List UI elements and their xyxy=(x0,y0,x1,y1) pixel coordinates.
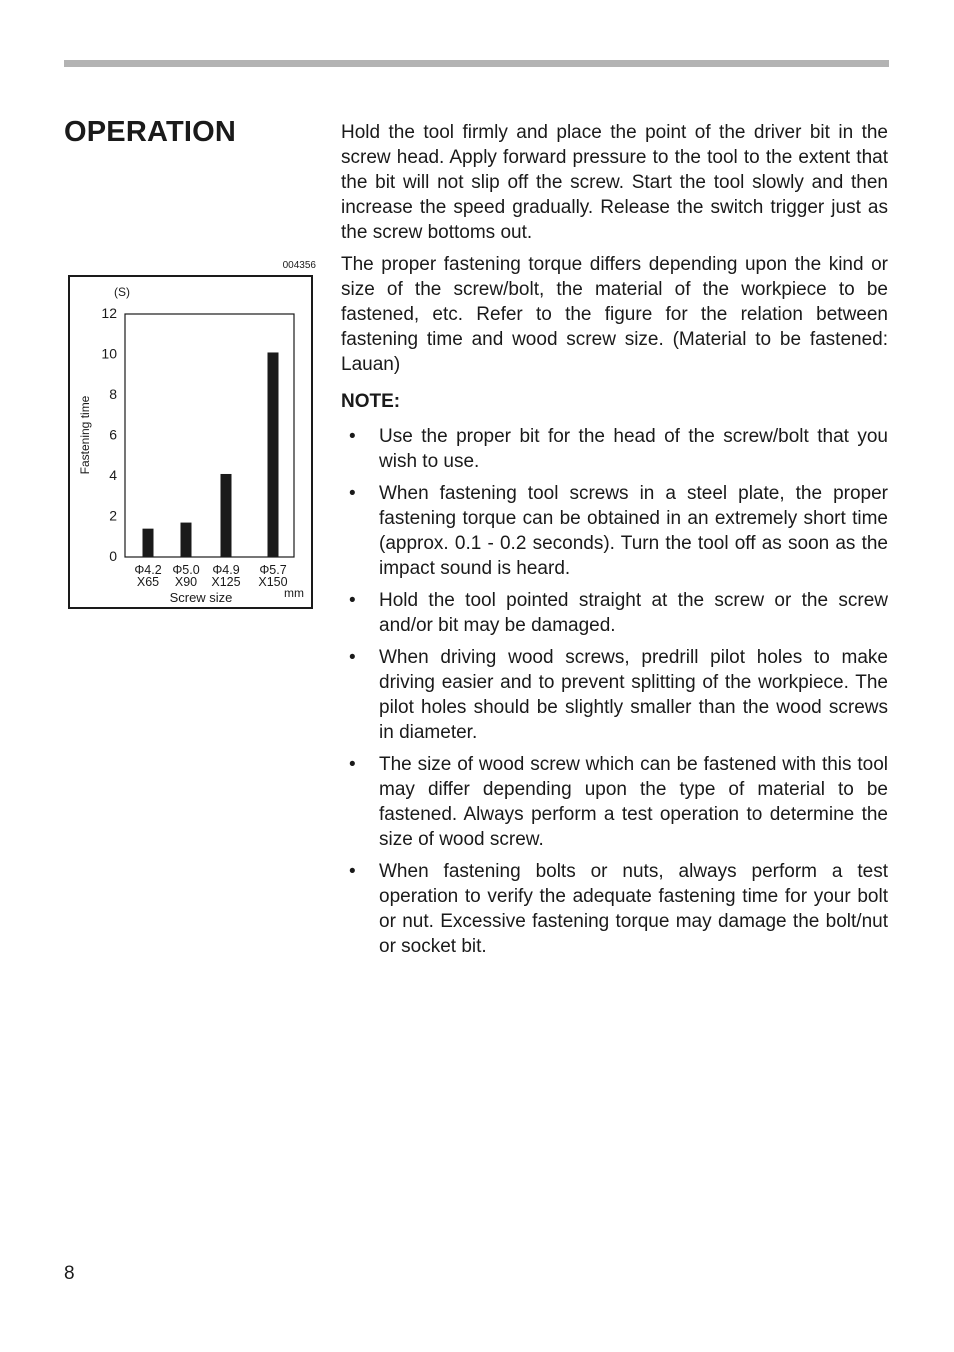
note-item xyxy=(341,481,888,581)
bar xyxy=(221,474,232,557)
x-axis-label: Screw size xyxy=(169,590,233,605)
note-text: When fastening bolts or nuts, always perform a test operation to verify the adequate fastening time for your bolt or nut. Excessive fastening torque may damage the bolt/nut or socket bit. xyxy=(379,861,888,957)
x-tick-label-diameter: Φ4.9 xyxy=(212,563,240,577)
x-tick-label-length: X90 xyxy=(174,575,198,589)
y-tick-label: 4 xyxy=(109,467,117,483)
y-tick-label: 6 xyxy=(109,426,117,443)
y-axis-label: Fastening time xyxy=(78,395,92,475)
chart-frame xyxy=(68,275,313,609)
y-tick-labels xyxy=(101,305,117,564)
note-text: When fastening tool screws in a steel plate, the proper fastening torque can be obtained in an extremely short time (approx. 0.1 - 0.2 seconds). Turn the tool off as soon as the impact sound is heard. xyxy=(379,483,888,579)
note-list xyxy=(341,424,888,959)
y-tick-label: 12 xyxy=(101,305,117,321)
figure-code: 004356 xyxy=(282,260,316,271)
bullet: • xyxy=(349,483,356,504)
note-item xyxy=(341,588,888,638)
bar xyxy=(143,529,154,557)
x-tick-label-diameter: Φ5.7 xyxy=(259,563,287,577)
note-text: Hold the tool pointed straight at the screw or the screw and/or bit may be damaged. xyxy=(379,590,888,636)
bullet: • xyxy=(349,754,356,775)
x-tick-label-diameter: Φ5.0 xyxy=(172,563,200,577)
x-tick-labels xyxy=(134,563,287,589)
bullet: • xyxy=(349,426,356,447)
x-unit-label: mm xyxy=(284,586,304,600)
y-tick-label: 2 xyxy=(109,507,117,524)
note-item xyxy=(341,645,888,745)
bullet: • xyxy=(349,647,356,668)
y-tick-label: 10 xyxy=(101,345,117,362)
note-item xyxy=(341,752,888,852)
x-tick-label-length: X65 xyxy=(136,575,160,589)
fastening-time-chart xyxy=(70,277,311,607)
body-text xyxy=(341,120,888,966)
note-item xyxy=(341,424,888,474)
y-tick-label: 8 xyxy=(109,386,117,402)
note-text: When driving wood screws, predrill pilot holes to make driving easier and to prevent splitting of the workpiece. The pilot holes should be slightly smaller than the wood screws in diameter. xyxy=(379,647,888,743)
note-text: The size of wood screw which can be fastened with this tool may differ depending upon the type of material to be fastened. Always perform a test operation to determine the size of wood screw. xyxy=(379,754,888,850)
y-tick-label: 0 xyxy=(109,548,117,564)
note-heading: NOTE: xyxy=(341,391,401,412)
section-title: OPERATION xyxy=(64,116,237,148)
note-item xyxy=(341,859,888,959)
x-tick-label-length: X150 xyxy=(258,575,288,589)
bars xyxy=(143,352,279,557)
top-rule xyxy=(64,60,889,67)
note-text: Use the proper bit for the head of the screw/bolt that you wish to use. xyxy=(379,426,888,472)
y-unit-label: (S) xyxy=(114,285,130,299)
bar xyxy=(268,352,279,557)
bar xyxy=(181,523,192,557)
paragraph-instructions: Hold the tool firmly and place the point of the driver bit in the screw head. Apply forward pressure to the tool to the extent that the bit will not slip off the screw. Start the tool slowly and then increase the speed gradually. Release the switch trigger just as the screw bottoms out. xyxy=(341,122,888,243)
page-number: 8 xyxy=(64,1263,75,1284)
x-tick-label-length: X125 xyxy=(211,575,241,589)
bullet: • xyxy=(349,590,356,611)
x-tick-label-diameter: Φ4.2 xyxy=(134,563,162,577)
paragraph-torque: The proper fastening torque differs depending upon the kind or size of the screw/bolt, the material of the workpiece to be fastened, etc. Refer to the figure for the relation between fastening time and wood screw size. (Material to be fastened: Lauan) xyxy=(341,254,888,375)
bullet: • xyxy=(349,861,356,882)
